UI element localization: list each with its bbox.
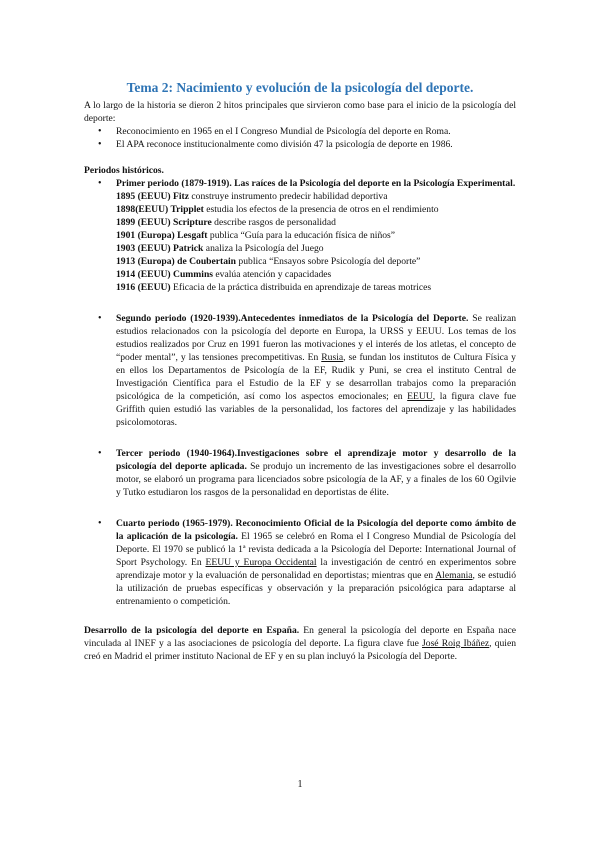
event-row: 1901 (Europa) Lesgaft publica “Guía para la educación física de niños” — [116, 230, 396, 241]
page-number: 1 — [297, 779, 303, 790]
period-2: • Segundo periodo (1920-1939).Antecedentes inmediatos de la Psicología del Deporte. Se realizan estudios relacionados con la psicología del deporte en Europa, la URSS y EEUU. Los temas de los estudios realizados por Cruz en 1991 fueron las motivaciones y el interés de los atletas, el concepto de “poder mental”, y las tensiones precompetitivas. En Rusia, se fundan los institutos de Cultura Física y en ellos los Departamentos de Psicología de la EF, Rudik y Puni, se crea el instituto Central de Investigación Científica para el Estudio de la EF y se desarrollan trabajos como la preparación psicológica de la competición, así como los aspectos emocionales; en EEUU, la figura clave fue Griffith quien estudió las variables de la personalidad, los factores del aprendizaje y las habilidades psicolomotoras. — [84, 312, 516, 429]
period-3: • Tercer periodo (1940-1964).Investigaciones sobre el aprendizaje motor y desarrollo de la psicología del deporte aplicada. Se produjo un incremento de las investigaciones sobre el desarrollo motor, se elaboró un programa para licenciados sobre psicología de la AF, y a finales de los 60 Ogilvie y Tutko estudiaron los rasgos de la personalidad en deportistas de élite. — [84, 447, 516, 499]
hitos-list — [84, 125, 516, 151]
event-row: 1899 (EEUU) Scripture describe rasgos de personalidad — [116, 217, 336, 228]
period-heading: Cuarto periodo (1965-1979). Reconocimiento Oficial de la Psicología del deporte como ámbito de la aplicación de la psicología. — [116, 518, 516, 542]
event-row: 1898(EEUU) Tripplet estudia los efectos de la presencia de otros en el rendimiento — [116, 204, 439, 215]
espana-paragraph: Desarrollo de la psicología del deporte en España. En general la psicología del deporte en España nace vinculada al INEF y a las asociaciones de psicología del deporte. La figura clave fue José Roig Ibáñez, quien creó en Madrid el primer instituto Nacional de EF y en su plan incluyó la Psicología del Deporte. — [84, 625, 516, 662]
list-item: • Reconocimiento en 1965 en el I Congreso Mundial de Psicología del deporte en Roma. — [84, 125, 516, 138]
intro-paragraph: A lo largo de la historia se dieron 2 hitos principales que sirvieron como base para el inicio de la psicología del deporte: — [84, 100, 516, 124]
event-row: 1895 (EEUU) Fitz construye instrumento predecir habilidad deportiva — [116, 191, 388, 202]
list-item: • El APA reconoce institucionalmente como división 47 la psicología de deporte en 1986. — [84, 138, 516, 151]
event-row: 1913 (Europa) de Coubertain publica “Ensayos sobre Psicología del deporte” — [116, 256, 421, 267]
event-row: 1916 (EEUU) Eficacia de la práctica distribuida en aprendizaje de tareas motrices — [116, 282, 432, 293]
document-page — [84, 80, 516, 663]
page-title: Tema 2: Nacimiento y evolución de la psicología del deporte. — [126, 80, 474, 95]
event-row: 1914 (EEUU) Cummins evalúa atención y capacidades — [116, 269, 332, 280]
period-4: • Cuarto periodo (1965-1979). Reconocimiento Oficial de la Psicología del deporte como ámbito de la aplicación de la psicología. El 1965 se celebró en Roma el I Congreso Mundial de Psicología del Deporte. El 1970 se publicó la 1ª revista dedicada a la Psicología del Deporte: International Journal of Sport Psychology. En EEUU y Europa Occidental la investigación de centró en experimentos sobre aprendizaje motor y la evaluación de personalidad en deportistas; mientras que en Alemania, se estudió la utilización de pruebas específicas y observación y la preparación psicológica para adaptarse al entrenamiento o competición. — [84, 517, 516, 608]
period-heading: Tercer periodo (1940-1964).Investigaciones sobre el aprendizaje motor y desarrollo de la psicología del deporte aplicada. — [116, 448, 516, 472]
section-heading: Periodos históricos. — [84, 165, 164, 176]
event-row: 1903 (EEUU) Patrick analiza la Psicología del Juego — [116, 243, 324, 254]
period-heading: Segundo periodo (1920-1939).Antecedentes inmediatos de la Psicología del Deporte. — [116, 313, 469, 324]
period-1 — [84, 177, 516, 294]
periods-list — [84, 177, 516, 608]
period-heading: Primer periodo (1879-1919). Las raíces de la Psicología del deporte en la Psicología Experimental. — [116, 178, 516, 189]
